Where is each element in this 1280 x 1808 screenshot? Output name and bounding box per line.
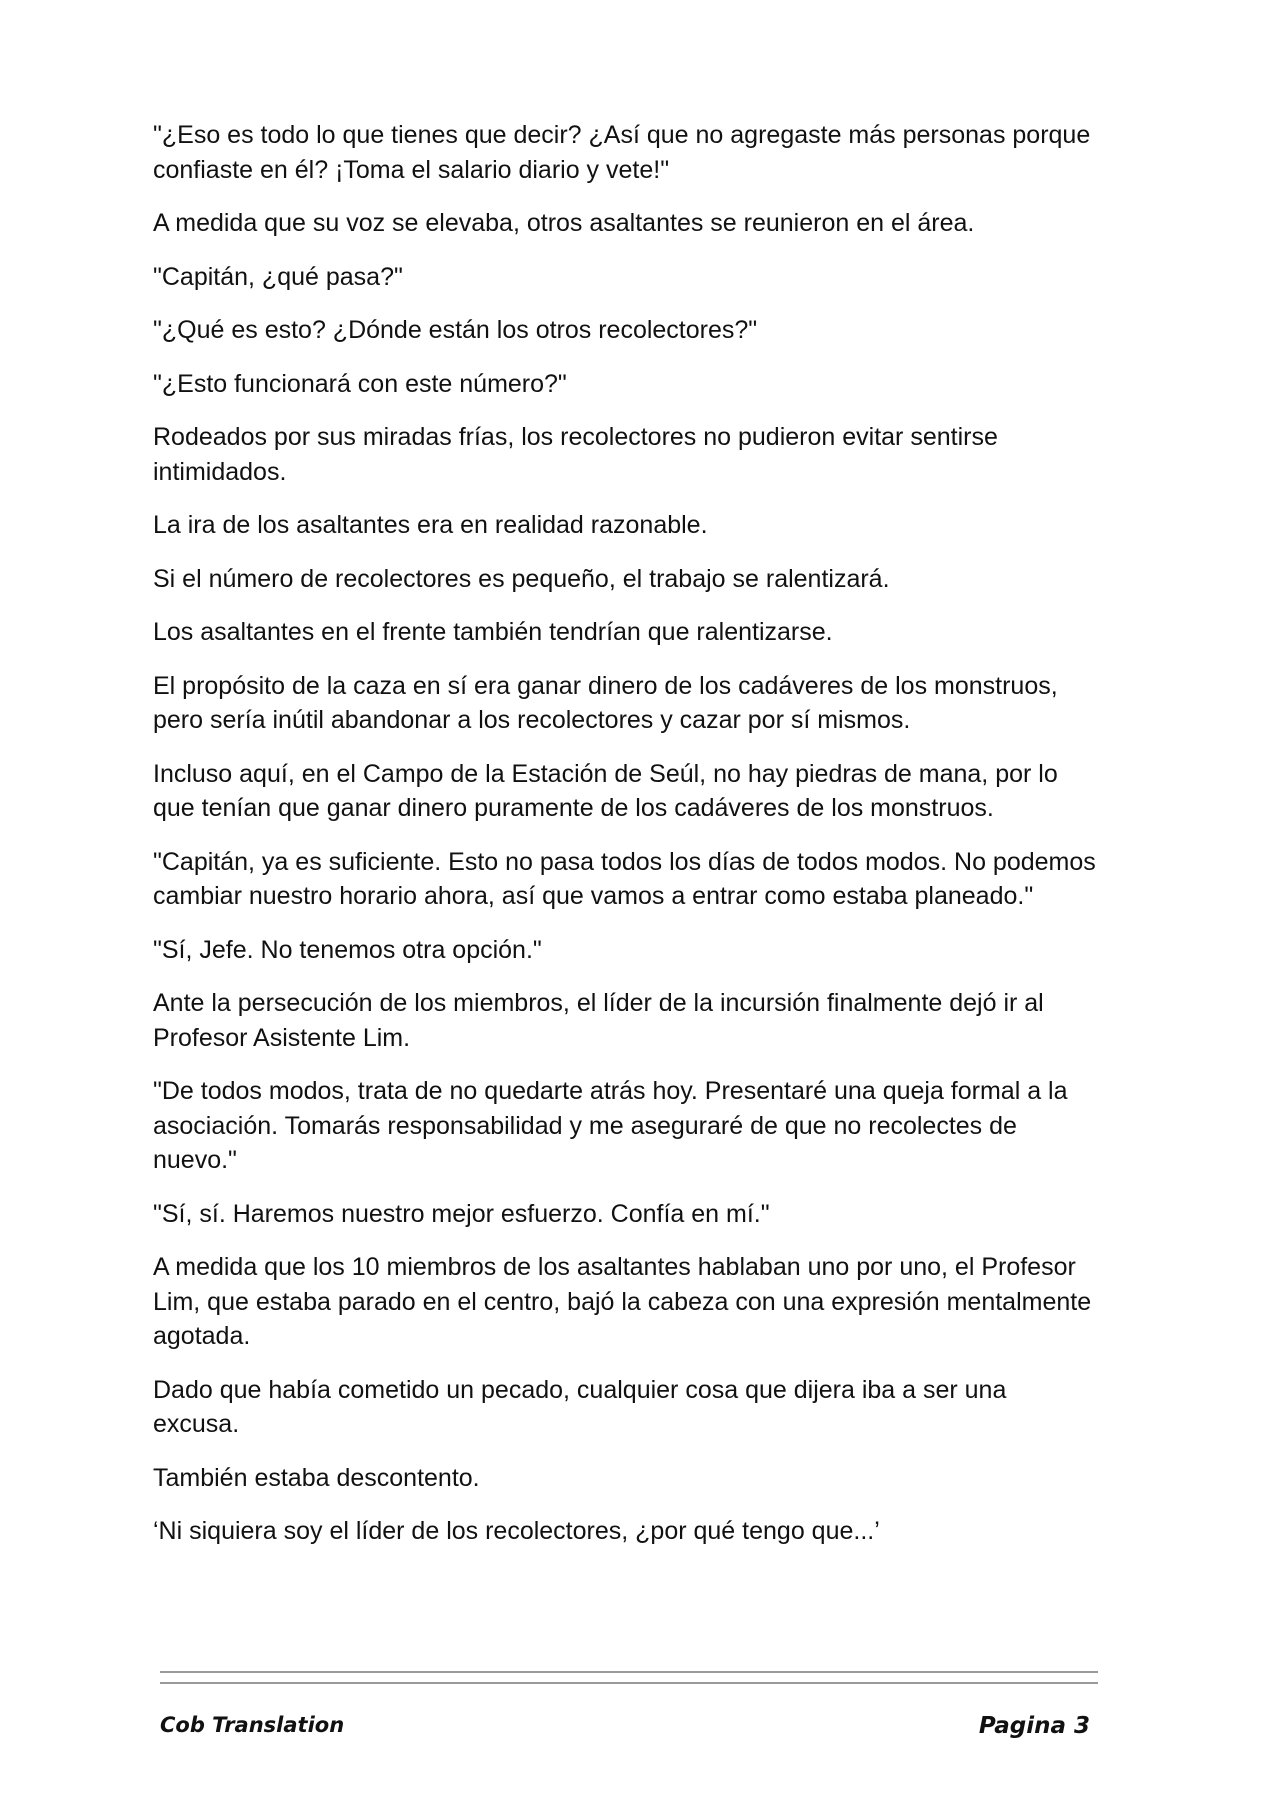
paragraph: A medida que los 10 miembros de los asaltantes hablaban uno por uno, el Profesor Lim, que estaba parado en el centro, bajó la cabeza con una expresión mentalmente agotada.: [153, 1253, 1092, 1350]
paragraph: Los asaltantes en el frente también tendrían que ralentizarse.: [153, 618, 833, 646]
footer-page-number: Pagina 3: [978, 1713, 1090, 1739]
paragraph: "Sí, sí. Haremos nuestro mejor esfuerzo. Confía en mí.": [153, 1199, 770, 1228]
body-text: [153, 118, 1098, 1568]
paragraph: La ira de los asaltantes era en realidad razonable.: [153, 511, 708, 539]
footer-divider-bottom: [160, 1682, 1098, 1684]
paragraph: "¿Eso es todo lo que tienes que decir? ¿Así que no agregaste más personas porque confiaste en él? ¡Toma el salario diario y vete!": [153, 121, 1091, 184]
paragraph: "Capitán, ya es suficiente. Esto no pasa todos los días de todos modos. No podemos cambiar nuestro horario ahora, así que vamos a entrar como estaba planeado.": [153, 847, 1096, 910]
paragraph: "De todos modos, trata de no quedarte atrás hoy. Presentaré una queja formal a la asociación. Tomarás responsabilidad y me aseguraré de que no recolectes de nuevo.": [153, 1077, 1068, 1174]
paragraph: ‘Ni siquiera soy el líder de los recolectores, ¿por qué tengo que...’: [153, 1517, 880, 1545]
paragraph: "¿Qué es esto? ¿Dónde están los otros recolectores?": [153, 316, 758, 344]
paragraph: "¿Esto funcionará con este número?": [153, 369, 567, 398]
paragraph: Incluso aquí, en el Campo de la Estación de Seúl, no hay piedras de mana, por lo que tenían que ganar dinero puramente de los cadáveres de los monstruos.: [153, 759, 1058, 822]
paragraph: A medida que su voz se elevaba, otros asaltantes se reunieron en el área.: [153, 209, 975, 237]
paragraph: También estaba descontento.: [153, 1463, 480, 1492]
paragraph: Dado que había cometido un pecado, cualquier cosa que dijera iba a ser una excusa.: [153, 1375, 1007, 1438]
footer-translator-credit: Cob Translation: [160, 1713, 345, 1737]
paragraph: "Sí, Jefe. No tenemos otra opción.": [153, 935, 542, 964]
paragraph: Si el número de recolectores es pequeño, el trabajo se ralentizará.: [153, 564, 890, 593]
paragraph: Ante la persecución de los miembros, el líder de la incursión finalmente dejó ir al Profesor Asistente Lim.: [153, 989, 1044, 1052]
paragraph: Rodeados por sus miradas frías, los recolectores no pudieron evitar sentirse intimidados.: [153, 423, 998, 486]
paragraph: "Capitán, ¿qué pasa?": [153, 262, 403, 291]
paragraph: El propósito de la caza en sí era ganar dinero de los cadáveres de los monstruos, pero sería inútil abandonar a los recolectores y cazar por sí mismos.: [153, 671, 1058, 734]
footer-divider-top: [160, 1671, 1098, 1673]
